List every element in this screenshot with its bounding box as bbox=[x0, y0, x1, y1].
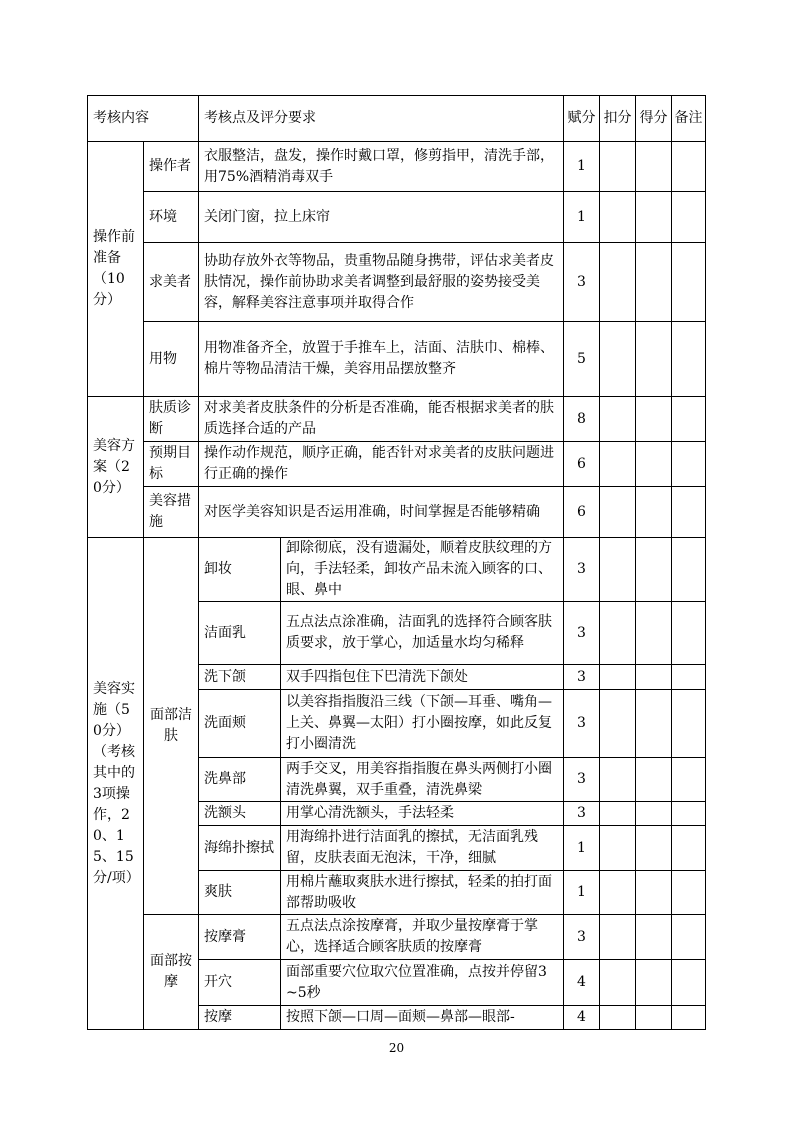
deduct-cell bbox=[600, 243, 636, 322]
item-points: 6 bbox=[564, 487, 600, 538]
item-points: 3 bbox=[564, 802, 600, 826]
item-points: 4 bbox=[564, 1006, 600, 1030]
score-cell bbox=[636, 322, 672, 397]
score-cell bbox=[636, 243, 672, 322]
remark-cell bbox=[672, 192, 706, 243]
remark-cell bbox=[672, 690, 706, 758]
item-name: 肤质诊断 bbox=[144, 397, 199, 442]
item-points: 3 bbox=[564, 758, 600, 802]
item-name: 爽肤 bbox=[199, 871, 281, 915]
item-criteria: 五点法点涂准确，洁面乳的选择符合顾客肤质要求，放于掌心，加适量水均匀稀释 bbox=[281, 602, 564, 665]
deduct-cell bbox=[600, 487, 636, 538]
remark-cell bbox=[672, 802, 706, 826]
section-name-impl: 美容实施（50分）（考核其中的3项操作，20、15、15分/项） bbox=[88, 538, 144, 1030]
item-criteria: 两手交叉，用美容指指腹在鼻头两侧打小圈清洗鼻翼，双手重叠，清洗鼻梁 bbox=[281, 758, 564, 802]
item-name: 开穴 bbox=[199, 960, 281, 1006]
remark-cell bbox=[672, 665, 706, 690]
deduct-cell bbox=[600, 802, 636, 826]
item-criteria: 按照下颌—口周—面颊—鼻部—眼部- bbox=[281, 1006, 564, 1030]
deduct-cell bbox=[600, 665, 636, 690]
header-points: 赋分 bbox=[564, 96, 600, 142]
score-cell bbox=[636, 871, 672, 915]
remark-cell bbox=[672, 142, 706, 192]
header-remark: 备注 bbox=[672, 96, 706, 142]
score-cell bbox=[636, 142, 672, 192]
item-points: 1 bbox=[564, 826, 600, 871]
item-points: 1 bbox=[564, 142, 600, 192]
remark-cell bbox=[672, 322, 706, 397]
item-name: 美容措施 bbox=[144, 487, 199, 538]
item-points: 3 bbox=[564, 538, 600, 602]
score-cell bbox=[636, 690, 672, 758]
header-deduct: 扣分 bbox=[600, 96, 636, 142]
item-name: 洗下颌 bbox=[199, 665, 281, 690]
item-points: 8 bbox=[564, 397, 600, 442]
item-points: 4 bbox=[564, 960, 600, 1006]
table-row bbox=[88, 397, 706, 442]
item-criteria: 关闭门窗，拉上床帘 bbox=[199, 192, 564, 243]
deduct-cell bbox=[600, 142, 636, 192]
assessment-table bbox=[87, 95, 706, 1030]
remark-cell bbox=[672, 538, 706, 602]
remark-cell bbox=[672, 871, 706, 915]
table-row bbox=[88, 142, 706, 192]
item-name: 洗额头 bbox=[199, 802, 281, 826]
header-score: 得分 bbox=[636, 96, 672, 142]
item-criteria: 衣服整洁，盘发，操作时戴口罩，修剪指甲，清洗手部，用75%酒精消毒双手 bbox=[199, 142, 564, 192]
item-points: 1 bbox=[564, 871, 600, 915]
deduct-cell bbox=[600, 442, 636, 487]
remark-cell bbox=[672, 758, 706, 802]
score-cell bbox=[636, 192, 672, 243]
item-criteria: 用海绵扑进行洁面乳的擦拭，无洁面乳残留，皮肤表面无泡沫，干净，细腻 bbox=[281, 826, 564, 871]
table-row bbox=[88, 915, 706, 960]
item-criteria: 用掌心清洗额头，手法轻柔 bbox=[281, 802, 564, 826]
table-row bbox=[88, 322, 706, 397]
header-content: 考核内容 bbox=[88, 96, 199, 142]
deduct-cell bbox=[600, 758, 636, 802]
score-cell bbox=[636, 1006, 672, 1030]
score-cell bbox=[636, 758, 672, 802]
score-cell bbox=[636, 826, 672, 871]
remark-cell bbox=[672, 442, 706, 487]
score-cell bbox=[636, 915, 672, 960]
table-row bbox=[88, 442, 706, 487]
item-name: 操作者 bbox=[144, 142, 199, 192]
deduct-cell bbox=[600, 915, 636, 960]
score-cell bbox=[636, 960, 672, 1006]
item-criteria: 面部重要穴位取穴位置准确，点按并停留3~5秒 bbox=[281, 960, 564, 1006]
item-name: 海绵扑擦拭 bbox=[199, 826, 281, 871]
item-name: 洗鼻部 bbox=[199, 758, 281, 802]
item-points: 3 bbox=[564, 915, 600, 960]
remark-cell bbox=[672, 602, 706, 665]
item-criteria: 用棉片蘸取爽肤水进行擦拭，轻柔的拍打面部帮助吸收 bbox=[281, 871, 564, 915]
deduct-cell bbox=[600, 602, 636, 665]
page-number: 20 bbox=[388, 1041, 405, 1055]
item-name: 环境 bbox=[144, 192, 199, 243]
item-name: 用物 bbox=[144, 322, 199, 397]
item-name: 卸妆 bbox=[199, 538, 281, 602]
item-name: 按摩膏 bbox=[199, 915, 281, 960]
item-criteria: 协助存放外衣等物品，贵重物品随身携带，评估求美者皮肤情况，操作前协助求美者调整到最舒服的姿势接受美容，解释美容注意事项并取得合作 bbox=[199, 243, 564, 322]
table-row bbox=[88, 243, 706, 322]
item-criteria: 用物准备齐全，放置于手推车上，洁面、洁肤巾、棉棒、棉片等物品清洁干燥，美容用品摆放整齐 bbox=[199, 322, 564, 397]
header-criteria: 考核点及评分要求 bbox=[199, 96, 564, 142]
score-cell bbox=[636, 442, 672, 487]
remark-cell bbox=[672, 397, 706, 442]
item-name: 洗面颊 bbox=[199, 690, 281, 758]
group-name-massage: 面部按摩 bbox=[144, 915, 199, 1030]
table-row bbox=[88, 192, 706, 243]
table-row bbox=[88, 487, 706, 538]
item-points: 6 bbox=[564, 442, 600, 487]
item-name: 按摩 bbox=[199, 1006, 281, 1030]
score-cell bbox=[636, 538, 672, 602]
deduct-cell bbox=[600, 538, 636, 602]
item-criteria: 操作动作规范，顺序正确，能否针对求美者的皮肤问题进行正确的操作 bbox=[199, 442, 564, 487]
score-cell bbox=[636, 802, 672, 826]
item-criteria: 卸除彻底，没有遗漏处，顺着皮肤纹理的方向，手法轻柔，卸妆产品未流入顾客的口、眼、鼻中 bbox=[281, 538, 564, 602]
deduct-cell bbox=[600, 1006, 636, 1030]
deduct-cell bbox=[600, 871, 636, 915]
remark-cell bbox=[672, 487, 706, 538]
item-points: 3 bbox=[564, 243, 600, 322]
item-criteria: 以美容指指腹沿三线（下颌—耳垂、嘴角—上关、鼻翼—太阳）打小圈按摩，如此反复打小圈清洗 bbox=[281, 690, 564, 758]
item-name: 求美者 bbox=[144, 243, 199, 322]
score-cell bbox=[636, 665, 672, 690]
deduct-cell bbox=[600, 322, 636, 397]
score-cell bbox=[636, 602, 672, 665]
remark-cell bbox=[672, 243, 706, 322]
item-points: 1 bbox=[564, 192, 600, 243]
table-header-row bbox=[88, 96, 706, 142]
score-cell bbox=[636, 487, 672, 538]
deduct-cell bbox=[600, 960, 636, 1006]
item-name: 洁面乳 bbox=[199, 602, 281, 665]
item-criteria: 对医学美容知识是否运用准确，时间掌握是否能够精确 bbox=[199, 487, 564, 538]
remark-cell bbox=[672, 1006, 706, 1030]
deduct-cell bbox=[600, 397, 636, 442]
deduct-cell bbox=[600, 192, 636, 243]
deduct-cell bbox=[600, 826, 636, 871]
remark-cell bbox=[672, 960, 706, 1006]
item-points: 5 bbox=[564, 322, 600, 397]
remark-cell bbox=[672, 915, 706, 960]
item-points: 3 bbox=[564, 690, 600, 758]
item-criteria: 双手四指包住下巴清洗下颌处 bbox=[281, 665, 564, 690]
deduct-cell bbox=[600, 690, 636, 758]
section-name-plan: 美容方案（20分） bbox=[88, 397, 144, 538]
item-points: 3 bbox=[564, 665, 600, 690]
table-row bbox=[88, 538, 706, 602]
item-criteria: 五点法点涂按摩膏，并取少量按摩膏于掌心，选择适合顾客肤质的按摩膏 bbox=[281, 915, 564, 960]
item-criteria: 对求美者皮肤条件的分析是否准确，能否根据求美者的肤质选择合适的产品 bbox=[199, 397, 564, 442]
section-name-prep: 操作前准备（10分） bbox=[88, 142, 144, 397]
item-points: 3 bbox=[564, 602, 600, 665]
score-cell bbox=[636, 397, 672, 442]
item-name: 预期目标 bbox=[144, 442, 199, 487]
group-name-clean: 面部洁肤 bbox=[144, 538, 199, 915]
remark-cell bbox=[672, 826, 706, 871]
